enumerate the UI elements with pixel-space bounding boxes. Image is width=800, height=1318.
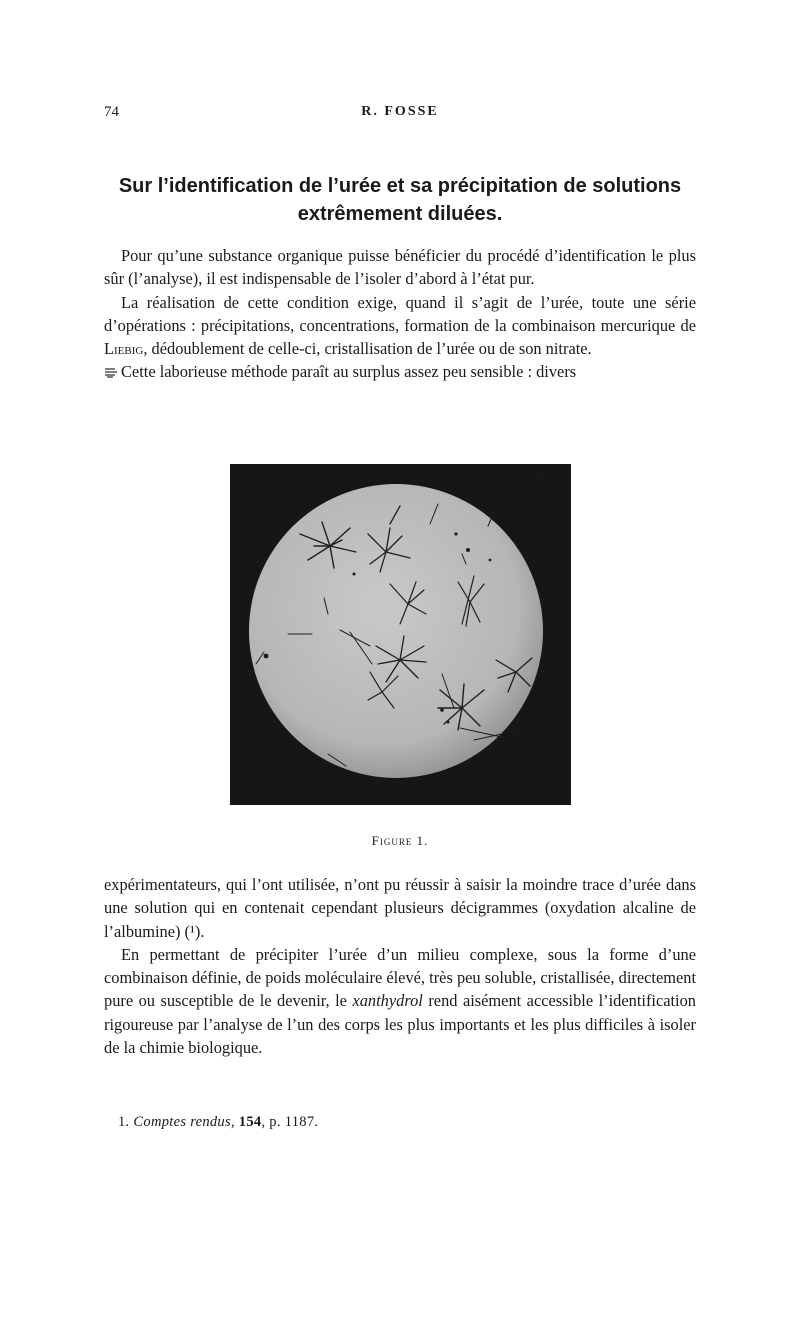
footnote-source: Comptes rendus bbox=[133, 1114, 231, 1130]
article-title bbox=[104, 172, 696, 228]
body-text-bottom bbox=[104, 873, 696, 1059]
micrograph-figure bbox=[230, 464, 571, 805]
body-text-top bbox=[104, 244, 696, 384]
paragraph-5-text-a: En permettant de précipiter l’urée d’un milieu complexe, sous la forme d’une combinaison définie, de poids moléculaire élevé, très peu soluble, cristallisée, directement pure ou susceptible de le devenir, le bbox=[104, 944, 696, 1011]
paragraph-5-text-b: rend aisément accessible l’identification rigoureuse par l’analyse de l’un des corps les plus importants et les plus difficiles à isoler de la chimie biologique. bbox=[104, 991, 697, 1058]
paragraph-2-text-a: La réalisation de cette condition exige, quand il s’agit de l’urée, toute une série d’opérations : précipitations, concentrations, formation de la combinaison mercurique de bbox=[104, 292, 696, 335]
caption-number: 1. bbox=[416, 833, 429, 848]
pointing-hand-icon bbox=[104, 366, 120, 378]
micrograph-image bbox=[230, 464, 571, 805]
title-line-1: Sur l’identification de l’urée et sa précipitation de solutions bbox=[118, 175, 682, 197]
paragraph-4: expérimentateurs, qui l’ont utilisée, n’ont pu réussir à saisir la moindre trace d’urée dans une solution qui en contenait cependant plusieurs décigrammes (oxydation alcaline de l’albumine) (¹). bbox=[104, 875, 696, 941]
figure-caption bbox=[104, 833, 696, 849]
name-liebig: Liebig bbox=[104, 339, 144, 359]
paragraph-2-text-b: , dédoublement de celle-ci, cristallisation de l’urée ou de son nitrate. bbox=[143, 339, 592, 359]
footnote-page: , p. 1187. bbox=[261, 1114, 319, 1130]
paragraph-5 bbox=[104, 943, 696, 1059]
footnote-number: 1. bbox=[118, 1114, 130, 1130]
xanthydrol-term: xanthydrol bbox=[352, 991, 423, 1011]
paragraph-1: Pour qu’une substance organique puisse bénéficier du procédé d’identification le plus sûr (l’analyse), il est indispensable de l’isoler d’abord à l’état pur. bbox=[104, 246, 696, 289]
caption-word: Figure bbox=[371, 833, 413, 848]
running-head bbox=[104, 104, 696, 124]
footnote-volume: 154 bbox=[238, 1114, 262, 1130]
title-line-2: extrêmement diluées. bbox=[297, 203, 503, 225]
paragraph-3 bbox=[104, 360, 696, 383]
page-number: 74 bbox=[104, 104, 119, 120]
microscope-field bbox=[249, 484, 543, 778]
running-head-author: R. FOSSE bbox=[361, 104, 439, 119]
paragraph-2 bbox=[104, 291, 696, 361]
footnote: 1. Comptes rendus, 154, p. 1187. bbox=[118, 1114, 319, 1130]
paragraph-3-text: Cette laborieuse méthode paraît au surplus assez peu sensible : divers bbox=[121, 362, 577, 382]
